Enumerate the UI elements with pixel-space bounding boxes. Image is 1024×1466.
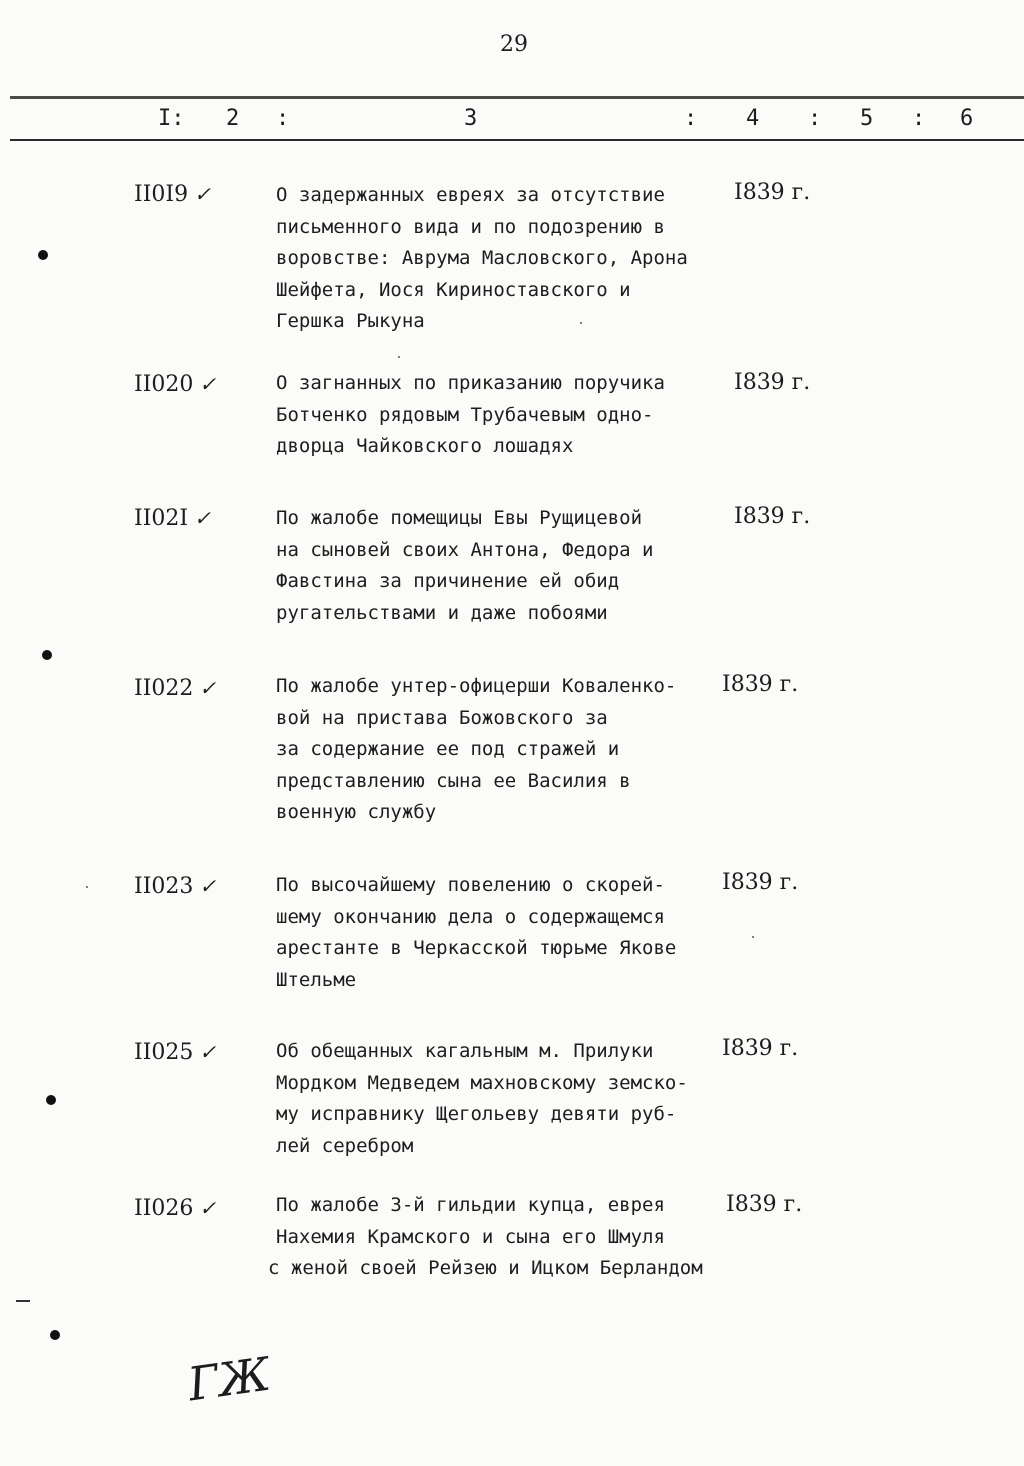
margin-dash — [16, 1300, 30, 1302]
handwritten-mark: ГЖ — [184, 1346, 274, 1412]
entry-number — [134, 372, 216, 397]
paper-speck — [752, 936, 754, 938]
entry-year: I839 г. — [734, 180, 811, 205]
entry-year: I839 г. — [734, 370, 811, 395]
column-separator: : — [276, 106, 290, 131]
description-line: воровстве: Аврума Масловского, Арона — [276, 247, 688, 269]
description-line: Об обещанных кагальным м. Прилуки — [276, 1040, 654, 1062]
column-separator: : — [912, 106, 926, 131]
description-line: вой на пристава Божовского за — [276, 706, 608, 729]
description-line: Нахемия Крамского и сына его Шмуля — [276, 1225, 665, 1248]
description-line: Штельме — [276, 968, 357, 991]
entry-description — [268, 1190, 758, 1285]
check-mark-icon: ✓ — [199, 874, 217, 898]
entry-number — [134, 182, 211, 207]
entry-number-text: II022 — [134, 676, 194, 701]
entry-number-text: II025 — [134, 1040, 194, 1065]
entry-number — [134, 676, 216, 701]
check-mark-icon: ✓ — [199, 1040, 217, 1064]
entry-description — [276, 870, 746, 996]
description-line: По высочайшему повелению о скорей- — [276, 874, 665, 896]
entry-description — [276, 1036, 746, 1162]
column-separator: : — [684, 106, 698, 131]
check-mark-icon: ✓ — [194, 506, 211, 530]
entry-number-text: II023 — [134, 874, 194, 899]
entry-year: I839 г. — [722, 1036, 799, 1061]
punch-hole — [42, 650, 52, 660]
column-separator: : — [808, 106, 822, 131]
column-header-2: 2 — [226, 106, 240, 131]
description-line: представлению сына ее Василия в — [276, 769, 631, 792]
paper-speck — [398, 356, 400, 358]
entry-year: I839 г. — [734, 504, 811, 529]
description-line: арестанте в Черкасской тюрьме Якове — [276, 937, 677, 959]
check-mark-icon: ✓ — [199, 676, 217, 700]
check-mark-icon: ✓ — [199, 1196, 217, 1220]
description-line: По жалобе помещицы Евы Рущицевой — [276, 507, 643, 529]
entry-description — [276, 503, 746, 629]
description-line: Шейфета, Иося Кириноставского и — [276, 278, 631, 301]
paper-speck — [580, 322, 582, 324]
description-line: дворца Чайковского лошадях — [276, 435, 574, 457]
description-line: Мордком Медведем махновскому земско- — [276, 1071, 688, 1094]
description-line: По жалобе унтер-офицерши Коваленко- — [276, 675, 677, 697]
description-line: Гершка Рыкуна — [276, 310, 425, 332]
description-line: му исправнику Щегольеву девяти руб- — [276, 1103, 677, 1125]
description-line: Ботченко рядовым Трубачевым одно- — [276, 403, 654, 426]
entry-number — [134, 1040, 216, 1065]
entry-number — [134, 506, 211, 531]
description-line: на сыновей своих Антона, Федора и — [276, 538, 654, 561]
description-line: с женой своей Рейзею и Ицком Берландом — [268, 1257, 703, 1279]
entry-number — [134, 1196, 216, 1221]
header-rule-top — [10, 96, 1024, 99]
entry-number — [134, 874, 216, 899]
entry-number-text: II026 — [134, 1196, 194, 1221]
header-rule-bottom — [10, 139, 1024, 141]
description-line: военную службу — [276, 801, 437, 823]
punch-hole — [50, 1330, 60, 1340]
entry-year: I839 г. — [726, 1192, 803, 1217]
page-number: 29 — [500, 32, 528, 57]
description-line: письменного вида и по подозрению в — [276, 215, 665, 238]
punch-hole — [46, 1095, 56, 1105]
check-mark-icon: ✓ — [199, 372, 217, 396]
entry-description — [276, 180, 746, 338]
entry-number-text: II0I9 — [134, 182, 189, 207]
column-header-5: 5 — [860, 106, 874, 131]
paper-speck — [86, 886, 88, 888]
column-header-6: 6 — [960, 106, 974, 131]
entry-year: I839 г. — [722, 672, 799, 697]
entry-description — [276, 368, 746, 463]
description-line: О загнанных по приказанию поручика — [276, 372, 665, 394]
punch-hole — [38, 250, 48, 260]
column-header-1: I: — [158, 106, 185, 131]
description-line: лей серебром — [276, 1134, 414, 1157]
description-line: ругательствами и даже побоями — [276, 601, 608, 624]
description-line: По жалобе 3-й гильдии купца, еврея — [276, 1194, 665, 1216]
description-line: О задержанных евреях за отсутствие — [276, 184, 665, 206]
column-header-4: 4 — [746, 106, 760, 131]
check-mark-icon: ✓ — [194, 182, 211, 206]
description-line: шему окончанию дела о содержащемся — [276, 905, 665, 928]
entry-year: I839 г. — [722, 870, 799, 895]
entry-number-text: II020 — [134, 372, 194, 397]
entry-number-text: II02I — [134, 506, 189, 531]
entry-description — [276, 671, 746, 829]
description-line: за содержание ее под стражей и — [276, 738, 620, 760]
column-header-3: 3 — [464, 106, 478, 131]
description-line: Фавстина за причинение ей обид — [276, 570, 620, 592]
